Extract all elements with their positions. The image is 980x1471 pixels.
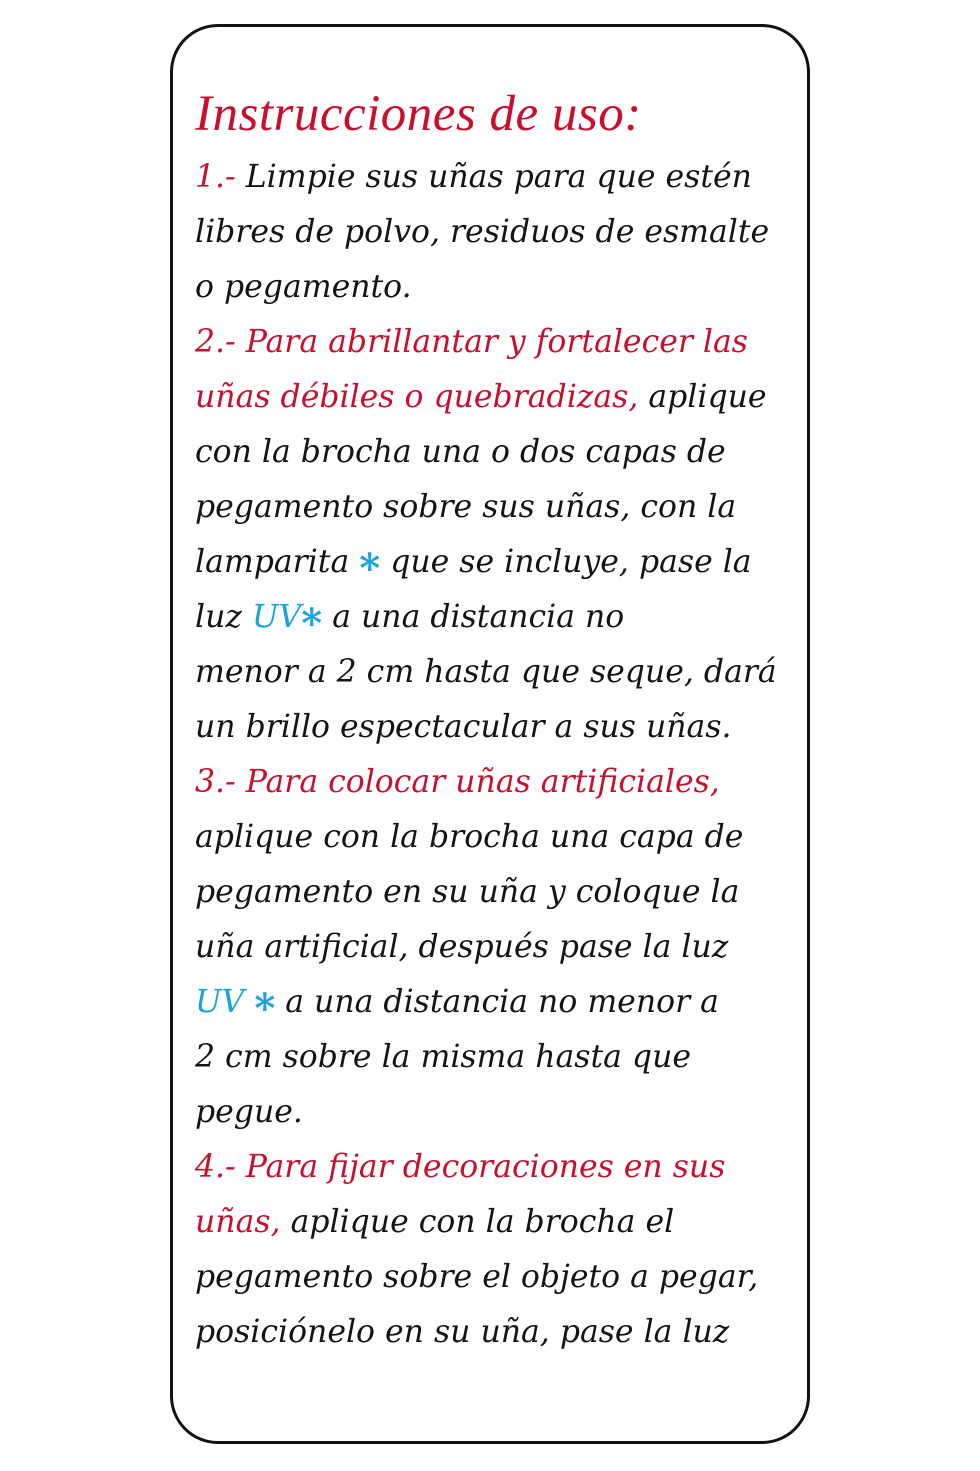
step-3-number: 3.- [195, 764, 236, 800]
step-4-line-3: pegamento sobre el objeto a pegar, [195, 1259, 759, 1295]
page-title: Instrucciones de uso: [195, 86, 642, 142]
step-3-line-7: pegue. [195, 1094, 303, 1130]
step-2-line-1 [195, 315, 795, 370]
step-4-heading-cont: uñas, [195, 1204, 281, 1240]
uv-label: UV [251, 599, 302, 635]
step-3-line-6: 2 cm sobre la misma hasta que [195, 1039, 692, 1075]
instructions-content [195, 78, 795, 1360]
step-2-line-5 [195, 535, 795, 590]
step-4-number: 4.- [195, 1149, 236, 1185]
step-1-text: Limpie sus uñas para que estén [245, 159, 752, 195]
asterisk-icon: * [359, 545, 381, 592]
step-2-text-distance: a una distancia no [332, 599, 625, 635]
step-2-line-7: menor a 2 cm hasta que seque, dará [195, 654, 777, 690]
step-3-line-1 [195, 755, 795, 810]
step-2-text-included: que se incluye, pase la [390, 544, 752, 580]
step-4-line-1 [195, 1140, 795, 1195]
step-2-line-8: un brillo espectacular a sus uñas. [195, 709, 732, 745]
step-2-text: aplique [648, 379, 767, 415]
step-2-line-2 [195, 370, 795, 425]
step-1-line-1 [195, 150, 795, 205]
step-3-line-5 [195, 975, 795, 1030]
step-4-line-4: posiciónelo en su uña, pase la luz [195, 1314, 730, 1350]
step-2-line-6 [195, 590, 795, 645]
step-2-line-3: con la brocha una o dos capas de [195, 434, 726, 470]
asterisk-icon: * [301, 600, 323, 647]
step-3-line-2: aplique con la brocha una capa de [195, 819, 744, 855]
asterisk-icon: * [254, 985, 276, 1032]
step-3-heading: Para colocar uñas artificiales, [245, 764, 720, 800]
step-2-heading: Para abrillantar y fortalecer las [245, 324, 748, 360]
step-3-line-4: uña artificial, después pase la luz [195, 929, 729, 965]
step-2-number: 2.- [195, 324, 236, 360]
step-2-heading-cont: uñas débiles o quebradizas, [195, 379, 639, 415]
step-1-line-3: o pegamento. [195, 269, 412, 305]
step-2-text-luz: luz [195, 599, 242, 635]
step-3-line-3: pegamento en su uña y coloque la [195, 874, 740, 910]
step-3-text-distance: a una distancia no menor a [285, 984, 719, 1020]
step-1-line-2: libres de polvo, residuos de esmalte [195, 214, 770, 250]
step-4-line-2 [195, 1195, 795, 1250]
step-4-text: aplique con la brocha el [290, 1204, 675, 1240]
step-4-heading: Para fijar decoraciones en sus [245, 1149, 726, 1185]
step-1-number: 1.- [195, 159, 236, 195]
step-2-line-4: pegamento sobre sus uñas, con la [195, 489, 737, 525]
step-2-text-lamparita: lamparita [195, 544, 350, 580]
uv-label: UV [195, 984, 245, 1020]
